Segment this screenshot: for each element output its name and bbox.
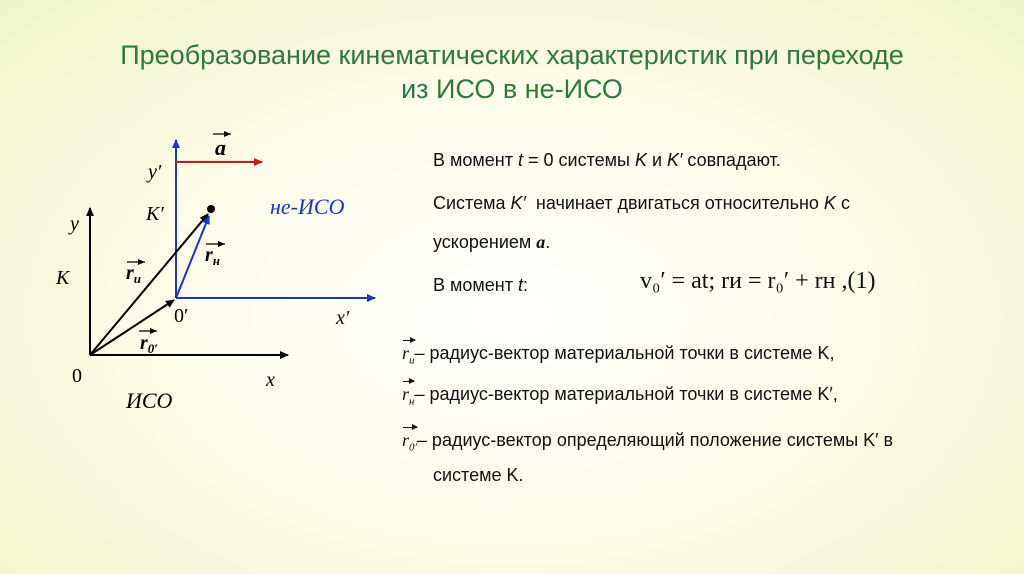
coordinate-diagram bbox=[0, 120, 400, 560]
p2-pre: Система bbox=[433, 193, 511, 213]
p2-post: с bbox=[835, 193, 850, 213]
p4-post: : bbox=[522, 275, 528, 295]
p1-kp: K′ bbox=[667, 150, 683, 170]
r-n-subscript: н bbox=[212, 253, 221, 268]
x-prime-label: x′ bbox=[336, 307, 350, 329]
p1-mid: = 0 системы bbox=[522, 150, 635, 170]
r-i-vector bbox=[90, 214, 208, 355]
p2-mid: начинает двигаться относительно bbox=[525, 193, 824, 213]
k-label: K bbox=[56, 267, 70, 289]
d1-sub: и bbox=[409, 354, 415, 367]
r-n-letter: r bbox=[205, 244, 213, 266]
r0-vector bbox=[90, 300, 174, 355]
r0-label bbox=[140, 332, 158, 356]
p3-pre: ускорением bbox=[433, 232, 537, 252]
velocity-radius-formula: v₀′ = at; rи = r₀′ + rн ,(1) bbox=[640, 268, 876, 294]
p4-t: t bbox=[517, 275, 523, 295]
d3-sub: 0′ bbox=[409, 441, 417, 454]
y-label: y bbox=[70, 213, 79, 235]
r0-symbol: $r_{0'}$ bbox=[402, 424, 417, 454]
definition-r0 bbox=[402, 424, 893, 454]
definition-r0-continuation: системе K. bbox=[433, 465, 524, 485]
p2-k: K bbox=[823, 193, 836, 213]
definition-r-n bbox=[402, 378, 838, 408]
p1-and: и bbox=[646, 150, 668, 170]
r0-subscript: 0′ bbox=[147, 341, 158, 356]
p2-kp: K′ bbox=[510, 193, 526, 213]
p3-a: a bbox=[536, 232, 546, 252]
r-i-letter: r bbox=[126, 262, 134, 284]
r-n-label bbox=[205, 244, 220, 268]
x-label: x bbox=[266, 369, 275, 391]
paragraph-moment-t bbox=[433, 275, 528, 296]
p1-t: t bbox=[517, 150, 523, 170]
d2-sub: н bbox=[409, 395, 415, 408]
p1-pre: В момент bbox=[433, 150, 518, 170]
p1-post: совпадают. bbox=[682, 150, 781, 170]
d2-text: – радиус-вектор материальной точки в системе K′, bbox=[414, 384, 838, 404]
origin-prime-label: 0′ bbox=[174, 305, 189, 327]
p3-post: . bbox=[545, 232, 551, 252]
iso-label: ИСО bbox=[126, 388, 173, 413]
r-i-symbol: $r_и$ bbox=[402, 337, 415, 367]
non-iso-label: не-ИСО bbox=[270, 194, 345, 219]
p1-k: K bbox=[634, 150, 647, 170]
p4-pre: В момент bbox=[433, 275, 518, 295]
title-line-1: Преобразование кинематических характеристик при переходе bbox=[120, 40, 904, 70]
y-prime-label: y′ bbox=[148, 161, 162, 183]
definition-r-i bbox=[402, 337, 834, 367]
d3-text: – радиус-вектор определяющий положение системы K′ в bbox=[416, 430, 894, 450]
a-label: a bbox=[215, 135, 226, 160]
material-point bbox=[207, 205, 215, 213]
title-line-2: из ИСО в не-ИСО bbox=[401, 74, 623, 104]
paragraph-moment-zero bbox=[433, 150, 781, 171]
paragraph-system-moves bbox=[433, 193, 850, 214]
r-i-subscript: и bbox=[133, 271, 142, 286]
paragraph-acceleration bbox=[433, 232, 550, 253]
d1-text: – радиус-вектор материальной точки в системе K, bbox=[414, 343, 835, 363]
r0-letter: r bbox=[140, 332, 148, 354]
origin-label: 0 bbox=[72, 365, 82, 387]
k-prime-label: K′ bbox=[146, 203, 164, 225]
r-n-symbol: $r_н$ bbox=[402, 378, 414, 408]
slide-title bbox=[60, 38, 964, 106]
r-i-label bbox=[126, 262, 141, 286]
